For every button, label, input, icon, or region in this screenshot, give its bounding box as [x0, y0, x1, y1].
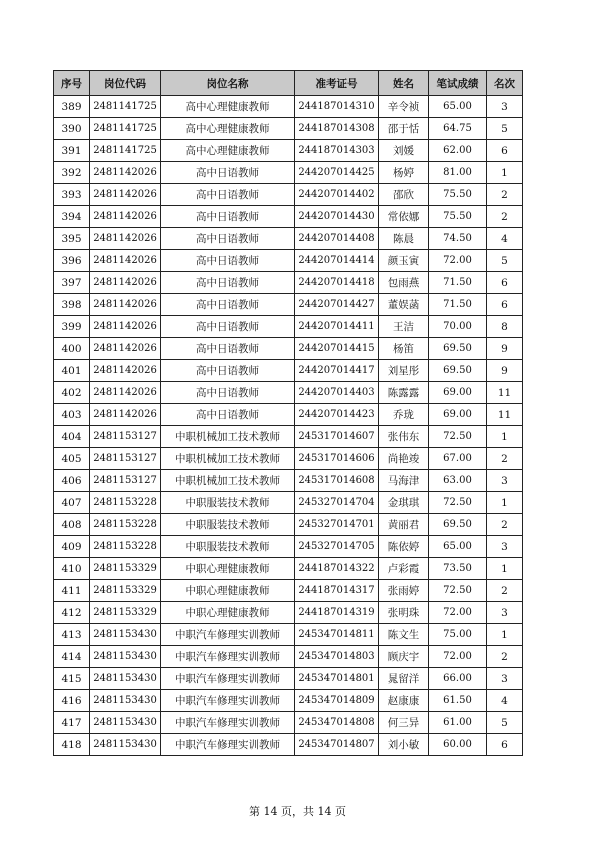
position-code-cell: 2481142026	[90, 206, 161, 228]
table-row	[54, 294, 523, 316]
rank-cell: 6	[487, 734, 523, 756]
ticket-number-cell: 244207014417	[295, 360, 379, 382]
header-position-code: 岗位代码	[90, 71, 161, 96]
position-name-cell: 中职汽车修理实训教师	[161, 712, 295, 734]
ticket-number-cell: 244187014308	[295, 118, 379, 140]
name-cell: 卢彩霞	[379, 558, 429, 580]
position-code-cell: 2481153127	[90, 470, 161, 492]
ticket-number-cell: 244187014310	[295, 96, 379, 118]
table-row	[54, 646, 523, 668]
seq-cell: 407	[54, 492, 90, 514]
ticket-number-cell: 245327014704	[295, 492, 379, 514]
ticket-number-cell: 244207014425	[295, 162, 379, 184]
position-name-cell: 高中日语教师	[161, 360, 295, 382]
position-name-cell: 高中日语教师	[161, 162, 295, 184]
score-cell: 69.00	[429, 404, 487, 426]
header-seq: 序号	[54, 71, 90, 96]
position-name-cell: 中职汽车修理实训教师	[161, 690, 295, 712]
score-cell: 64.75	[429, 118, 487, 140]
position-code-cell: 2481153430	[90, 734, 161, 756]
seq-cell: 391	[54, 140, 90, 162]
score-cell: 75.00	[429, 624, 487, 646]
results-table	[53, 70, 523, 756]
seq-cell: 394	[54, 206, 90, 228]
score-cell: 66.00	[429, 668, 487, 690]
seq-cell: 418	[54, 734, 90, 756]
seq-cell: 398	[54, 294, 90, 316]
table-row	[54, 250, 523, 272]
seq-cell: 405	[54, 448, 90, 470]
ticket-number-cell: 244207014418	[295, 272, 379, 294]
rank-cell: 2	[487, 646, 523, 668]
table-row	[54, 96, 523, 118]
table-row	[54, 272, 523, 294]
rank-cell: 3	[487, 470, 523, 492]
ticket-number-cell: 245327014701	[295, 514, 379, 536]
position-code-cell: 2481153430	[90, 624, 161, 646]
ticket-number-cell: 245347014801	[295, 668, 379, 690]
position-code-cell: 2481153329	[90, 580, 161, 602]
header-ticket-number: 准考证号	[295, 71, 379, 96]
name-cell: 陈依婷	[379, 536, 429, 558]
table-row	[54, 184, 523, 206]
ticket-number-cell: 244187014303	[295, 140, 379, 162]
score-cell: 72.50	[429, 492, 487, 514]
table-header-row	[54, 71, 523, 96]
score-cell: 69.00	[429, 382, 487, 404]
seq-cell: 402	[54, 382, 90, 404]
table-row	[54, 558, 523, 580]
position-name-cell: 中职心理健康教师	[161, 558, 295, 580]
seq-cell: 410	[54, 558, 90, 580]
ticket-number-cell: 244187014317	[295, 580, 379, 602]
name-cell: 马海津	[379, 470, 429, 492]
rank-cell: 11	[487, 382, 523, 404]
rank-cell: 9	[487, 360, 523, 382]
position-name-cell: 中职心理健康教师	[161, 602, 295, 624]
rank-cell: 2	[487, 514, 523, 536]
table-body	[54, 96, 523, 756]
header-name: 姓名	[379, 71, 429, 96]
position-code-cell: 2481153228	[90, 492, 161, 514]
position-name-cell: 中职汽车修理实训教师	[161, 668, 295, 690]
rank-cell: 2	[487, 448, 523, 470]
score-cell: 81.00	[429, 162, 487, 184]
rank-cell: 6	[487, 294, 523, 316]
position-name-cell: 高中心理健康教师	[161, 96, 295, 118]
table-row	[54, 404, 523, 426]
rank-cell: 6	[487, 272, 523, 294]
score-cell: 61.50	[429, 690, 487, 712]
seq-cell: 390	[54, 118, 90, 140]
table-row	[54, 734, 523, 756]
rank-cell: 4	[487, 690, 523, 712]
position-code-cell: 2481153228	[90, 536, 161, 558]
position-code-cell: 2481153228	[90, 514, 161, 536]
position-name-cell: 高中日语教师	[161, 228, 295, 250]
position-name-cell: 高中心理健康教师	[161, 118, 295, 140]
ticket-number-cell: 244187014322	[295, 558, 379, 580]
score-cell: 75.50	[429, 184, 487, 206]
table-row	[54, 580, 523, 602]
name-cell: 金琪琪	[379, 492, 429, 514]
seq-cell: 415	[54, 668, 90, 690]
score-cell: 69.50	[429, 360, 487, 382]
score-cell: 61.00	[429, 712, 487, 734]
name-cell: 颜玉寅	[379, 250, 429, 272]
position-code-cell: 2481142026	[90, 228, 161, 250]
table-row	[54, 712, 523, 734]
seq-cell: 412	[54, 602, 90, 624]
seq-cell: 416	[54, 690, 90, 712]
seq-cell: 393	[54, 184, 90, 206]
header-position-name: 岗位名称	[161, 71, 295, 96]
ticket-number-cell: 245347014808	[295, 712, 379, 734]
table-row	[54, 338, 523, 360]
table-row	[54, 448, 523, 470]
name-cell: 刘媛	[379, 140, 429, 162]
name-cell: 包雨燕	[379, 272, 429, 294]
ticket-number-cell: 245327014705	[295, 536, 379, 558]
ticket-number-cell: 244207014411	[295, 316, 379, 338]
rank-cell: 2	[487, 206, 523, 228]
position-name-cell: 高中日语教师	[161, 316, 295, 338]
seq-cell: 396	[54, 250, 90, 272]
position-name-cell: 高中日语教师	[161, 206, 295, 228]
position-code-cell: 2481142026	[90, 404, 161, 426]
seq-cell: 408	[54, 514, 90, 536]
position-code-cell: 2481142026	[90, 162, 161, 184]
ticket-number-cell: 244187014319	[295, 602, 379, 624]
rank-cell: 11	[487, 404, 523, 426]
score-cell: 65.00	[429, 96, 487, 118]
seq-cell: 411	[54, 580, 90, 602]
ticket-number-cell: 245347014807	[295, 734, 379, 756]
score-cell: 69.50	[429, 338, 487, 360]
rank-cell: 9	[487, 338, 523, 360]
rank-cell: 5	[487, 118, 523, 140]
score-cell: 74.50	[429, 228, 487, 250]
seq-cell: 403	[54, 404, 90, 426]
position-name-cell: 高中日语教师	[161, 382, 295, 404]
ticket-number-cell: 245347014809	[295, 690, 379, 712]
position-code-cell: 2481142026	[90, 294, 161, 316]
position-code-cell: 2481153430	[90, 712, 161, 734]
name-cell: 王洁	[379, 316, 429, 338]
position-name-cell: 中职服装技术教师	[161, 536, 295, 558]
table-row	[54, 118, 523, 140]
score-cell: 65.00	[429, 536, 487, 558]
position-name-cell: 高中日语教师	[161, 250, 295, 272]
seq-cell: 397	[54, 272, 90, 294]
ticket-number-cell: 244207014430	[295, 206, 379, 228]
score-cell: 63.00	[429, 470, 487, 492]
score-cell: 73.50	[429, 558, 487, 580]
rank-cell: 5	[487, 250, 523, 272]
name-cell: 何三异	[379, 712, 429, 734]
seq-cell: 401	[54, 360, 90, 382]
score-cell: 75.50	[429, 206, 487, 228]
seq-cell: 414	[54, 646, 90, 668]
ticket-number-cell: 244207014408	[295, 228, 379, 250]
ticket-number-cell: 245317014606	[295, 448, 379, 470]
name-cell: 张伟东	[379, 426, 429, 448]
rank-cell: 3	[487, 602, 523, 624]
position-code-cell: 2481141725	[90, 96, 161, 118]
ticket-number-cell: 244207014423	[295, 404, 379, 426]
position-name-cell: 中职汽车修理实训教师	[161, 734, 295, 756]
name-cell: 邵欣	[379, 184, 429, 206]
position-code-cell: 2481153430	[90, 646, 161, 668]
rank-cell: 1	[487, 492, 523, 514]
position-code-cell: 2481153430	[90, 668, 161, 690]
position-name-cell: 高中日语教师	[161, 338, 295, 360]
table-row	[54, 492, 523, 514]
rank-cell: 1	[487, 624, 523, 646]
table-row	[54, 140, 523, 162]
table-row	[54, 206, 523, 228]
score-cell: 72.00	[429, 646, 487, 668]
table-row	[54, 162, 523, 184]
score-cell: 60.00	[429, 734, 487, 756]
table-row	[54, 690, 523, 712]
name-cell: 尚艳竣	[379, 448, 429, 470]
ticket-number-cell: 244207014403	[295, 382, 379, 404]
name-cell: 陈露露	[379, 382, 429, 404]
name-cell: 陈晨	[379, 228, 429, 250]
rank-cell: 1	[487, 558, 523, 580]
name-cell: 常依娜	[379, 206, 429, 228]
table-row	[54, 316, 523, 338]
position-name-cell: 中职服装技术教师	[161, 492, 295, 514]
position-code-cell: 2481142026	[90, 272, 161, 294]
rank-cell: 4	[487, 228, 523, 250]
ticket-number-cell: 244207014414	[295, 250, 379, 272]
header-rank: 名次	[487, 71, 523, 96]
rank-cell: 8	[487, 316, 523, 338]
table-row	[54, 360, 523, 382]
position-code-cell: 2481153127	[90, 426, 161, 448]
position-name-cell: 中职机械加工技术教师	[161, 470, 295, 492]
score-cell: 69.50	[429, 514, 487, 536]
ticket-number-cell: 245347014811	[295, 624, 379, 646]
name-cell: 黄丽君	[379, 514, 429, 536]
position-name-cell: 中职服装技术教师	[161, 514, 295, 536]
position-code-cell: 2481153430	[90, 690, 161, 712]
name-cell: 刘星彤	[379, 360, 429, 382]
ticket-number-cell: 244207014402	[295, 184, 379, 206]
rank-cell: 1	[487, 162, 523, 184]
table-row	[54, 536, 523, 558]
name-cell: 董娱菡	[379, 294, 429, 316]
ticket-number-cell: 245347014803	[295, 646, 379, 668]
table-row	[54, 228, 523, 250]
position-code-cell: 2481142026	[90, 250, 161, 272]
position-name-cell: 高中日语教师	[161, 272, 295, 294]
seq-cell: 389	[54, 96, 90, 118]
seq-cell: 400	[54, 338, 90, 360]
name-cell: 张明珠	[379, 602, 429, 624]
position-name-cell: 高中日语教师	[161, 404, 295, 426]
seq-cell: 413	[54, 624, 90, 646]
name-cell: 陈文生	[379, 624, 429, 646]
table-row	[54, 514, 523, 536]
seq-cell: 406	[54, 470, 90, 492]
seq-cell: 409	[54, 536, 90, 558]
score-cell: 67.00	[429, 448, 487, 470]
position-name-cell: 中职汽车修理实训教师	[161, 624, 295, 646]
seq-cell: 399	[54, 316, 90, 338]
name-cell: 杨婷	[379, 162, 429, 184]
position-name-cell: 中职机械加工技术教师	[161, 426, 295, 448]
name-cell: 顾庆宇	[379, 646, 429, 668]
score-cell: 62.00	[429, 140, 487, 162]
position-code-cell: 2481153329	[90, 558, 161, 580]
name-cell: 杨笛	[379, 338, 429, 360]
ticket-number-cell: 245317014608	[295, 470, 379, 492]
rank-cell: 3	[487, 96, 523, 118]
position-code-cell: 2481141725	[90, 140, 161, 162]
position-name-cell: 高中日语教师	[161, 184, 295, 206]
score-cell: 71.50	[429, 272, 487, 294]
table-row	[54, 426, 523, 448]
score-cell: 71.50	[429, 294, 487, 316]
position-name-cell: 高中心理健康教师	[161, 140, 295, 162]
table-row	[54, 602, 523, 624]
position-code-cell: 2481141725	[90, 118, 161, 140]
score-cell: 70.00	[429, 316, 487, 338]
score-cell: 72.00	[429, 602, 487, 624]
position-name-cell: 中职机械加工技术教师	[161, 448, 295, 470]
seq-cell: 395	[54, 228, 90, 250]
table-row	[54, 382, 523, 404]
name-cell: 晁留洋	[379, 668, 429, 690]
position-code-cell: 2481142026	[90, 382, 161, 404]
seq-cell: 392	[54, 162, 90, 184]
rank-cell: 1	[487, 426, 523, 448]
seq-cell: 417	[54, 712, 90, 734]
name-cell: 辛令祯	[379, 96, 429, 118]
ticket-number-cell: 244207014415	[295, 338, 379, 360]
ticket-number-cell: 244207014427	[295, 294, 379, 316]
score-cell: 72.50	[429, 580, 487, 602]
rank-cell: 2	[487, 580, 523, 602]
table-row	[54, 470, 523, 492]
position-name-cell: 中职汽车修理实训教师	[161, 646, 295, 668]
position-code-cell: 2481142026	[90, 338, 161, 360]
page-number: 第 14 页，共 14 页	[249, 805, 346, 818]
rank-cell: 2	[487, 184, 523, 206]
name-cell: 乔珑	[379, 404, 429, 426]
rank-cell: 5	[487, 712, 523, 734]
position-code-cell: 2481153127	[90, 448, 161, 470]
name-cell: 张雨婷	[379, 580, 429, 602]
score-cell: 72.50	[429, 426, 487, 448]
rank-cell: 3	[487, 668, 523, 690]
table-row	[54, 668, 523, 690]
rank-cell: 3	[487, 536, 523, 558]
ticket-number-cell: 245317014607	[295, 426, 379, 448]
rank-cell: 6	[487, 140, 523, 162]
table-row	[54, 624, 523, 646]
position-code-cell: 2481142026	[90, 184, 161, 206]
header-written-score: 笔试成绩	[429, 71, 487, 96]
name-cell: 刘小敏	[379, 734, 429, 756]
position-code-cell: 2481142026	[90, 360, 161, 382]
name-cell: 邵于恬	[379, 118, 429, 140]
score-cell: 72.00	[429, 250, 487, 272]
position-code-cell: 2481142026	[90, 316, 161, 338]
name-cell: 赵康康	[379, 690, 429, 712]
position-name-cell: 高中日语教师	[161, 294, 295, 316]
seq-cell: 404	[54, 426, 90, 448]
position-code-cell: 2481153329	[90, 602, 161, 624]
position-name-cell: 中职心理健康教师	[161, 580, 295, 602]
